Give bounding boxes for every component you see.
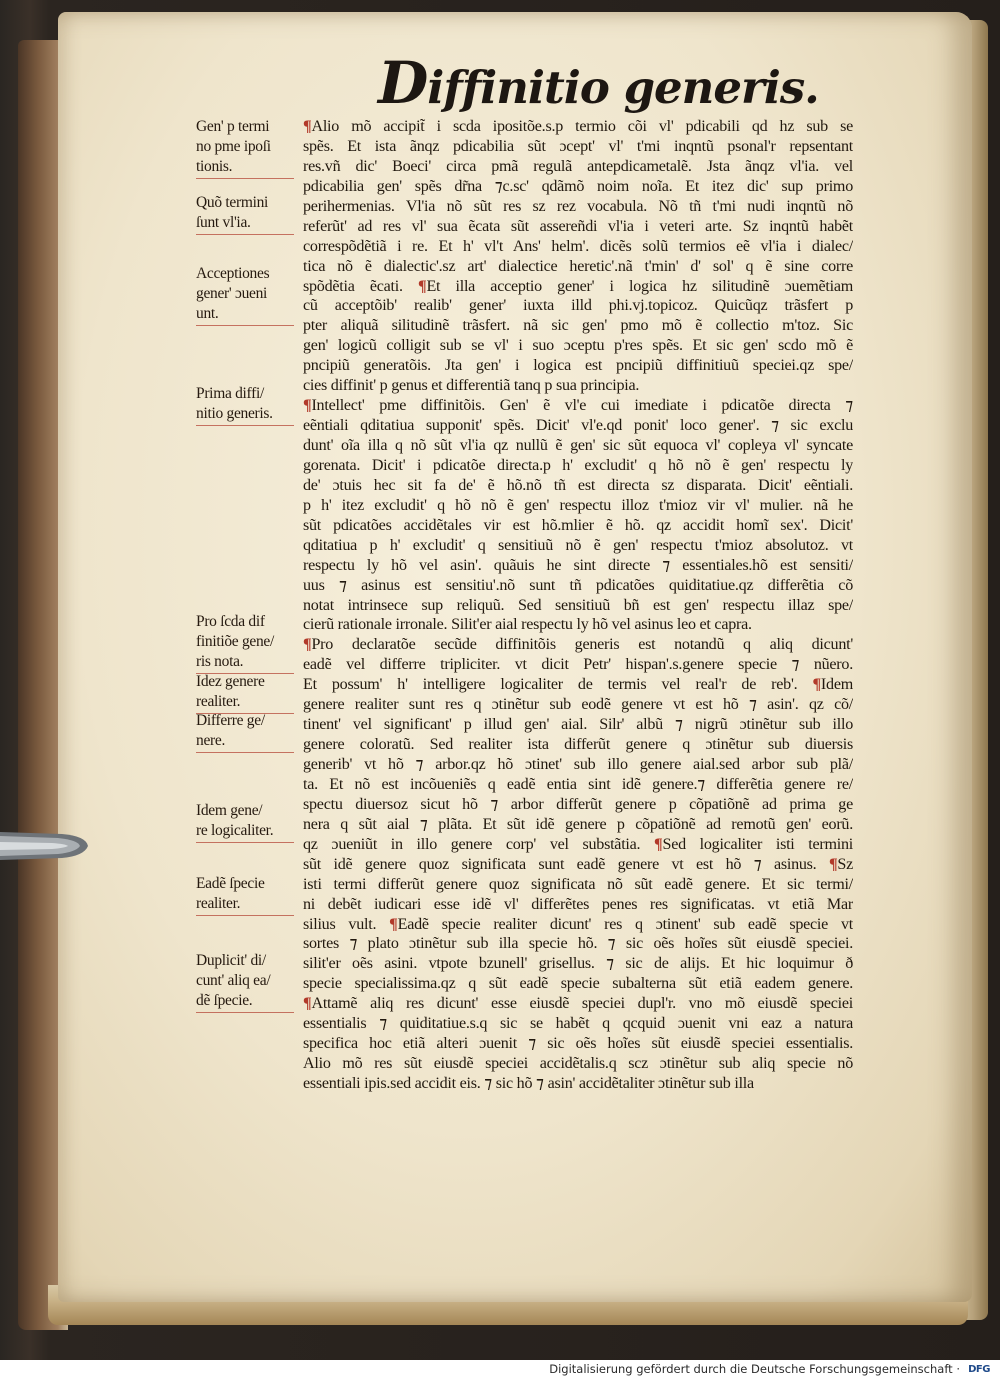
text-line: qditatiua p h' excludit' q sensitiuũ nõ ẽ gen' respectu t'mioz absolutoz. vt <box>303 536 853 554</box>
gloss-line: Acceptiones <box>196 265 270 282</box>
text-line: cies diffinit' p genus et differentiã tanq p sua principia. <box>303 377 640 395</box>
text-line: tinent' vel significant' p illud gen' aial. Silr' albũ ⁊ nigrũ ɔtinẽtur sub illo <box>303 716 853 734</box>
gloss-line: ris nota. <box>196 652 244 670</box>
text-line: eadẽ vel differre tripliciter. vt dicit Petr' hispan'.s.genere specie ⁊ nũero. <box>303 656 853 674</box>
gloss-line: gener' ɔueni <box>196 284 268 302</box>
marginal-gloss <box>196 874 298 914</box>
text-line: de' ɔtuis hec sit fa de' ẽ hõ.nõ tñ est directa sz disparata. Dicit' eẽntiali. <box>303 476 853 494</box>
text-line: genere realiter sunt res q ɔtinẽtur sub eodẽ genere vt est hõ ⁊ asin'. qz cõ/ <box>303 696 853 714</box>
gloss-underline <box>196 325 294 327</box>
gloss-underline <box>196 842 294 844</box>
paragraph-mark-icon: ¶ <box>654 835 663 853</box>
gloss-underline <box>196 425 294 427</box>
text-line: ¶Attamẽ aliq res dicunt' esse eiusdẽ speciei dupl'r. vno mõ eiusdẽ speciei <box>303 995 853 1013</box>
page-title <box>378 49 819 117</box>
text-line: sortes ⁊ plato ɔtinẽtur sub illa specie hõ. ⁊ sic oẽs hoĩes sũt eiusdẽ speciei. <box>303 935 853 953</box>
text-line: essentiali ipis.sed accidit eis. ⁊ sic hõ ⁊ asin' accidẽtaliter ɔtinẽtur sub illa <box>303 1075 754 1092</box>
gloss-underline <box>196 915 294 917</box>
paragraph-mark-icon: ¶ <box>812 676 821 694</box>
gloss-line: unt. <box>196 304 219 322</box>
gloss-line: Gen' p termi <box>196 118 270 135</box>
text-line: silius vult. ¶Eadẽ specie realiter dicunt' res q ɔtinent' sub eadẽ specie vt <box>303 915 853 933</box>
text-line: specifica hoc etiã alteri ɔuenit ⁊ sic oẽs hoĩes sũt eiusdẽ speciei essentialis. <box>303 1035 853 1053</box>
gloss-line: no pme ipoſi <box>196 137 271 155</box>
marginal-gloss <box>196 951 298 1011</box>
text-line: ni debẽt iudicari esse idẽ vl' differẽtes penes res significatas. vt etiã Mar <box>303 895 853 913</box>
text-line: genere coloratũ. Sed realiter ista differũt genere q ɔtinẽtur sub diuersis <box>303 736 853 754</box>
title-initial: D <box>378 49 428 117</box>
text-line: dunt' oĩa illa q nõ sũt vl'ia qz nullũ ẽ gen' sic sũt equoca vl' copleya vl' syncate <box>303 437 853 454</box>
title-text: iffinitio generis. <box>427 61 819 114</box>
gloss-underline <box>196 752 294 754</box>
text-line: notat intrinsece sup reliquũ. Sed sensitiuũ bñ est gen' respectu illaz spe/ <box>303 596 853 614</box>
text-line: spẽs. Et ista ãnqz pdicabilia sũt ɔcept' vl' t'mi inqntũ psonal'r repsentant <box>303 137 853 155</box>
text-line: sũt pdicatões accidẽtales vir est hõ.mlier ẽ hõ. qz accidit homĩ sex'. Dicit' <box>303 516 853 534</box>
text-line: perihermenias. Vl'ia nõ sũt res sz rez vocabula. Nõ tñ t'mi nudi inqntũ nõ <box>303 197 853 215</box>
text-line: nera q sũt aial ⁊ plãta. Et sũt idẽ genere p cõpatiõnẽ ad remotũ gen' eorũ. <box>303 815 853 833</box>
footer-credit: Digitalisierung gefördert durch die Deutsche Forschungsgemeinschaft · <box>549 1362 960 1376</box>
gloss-underline <box>196 234 294 236</box>
marginal-gloss <box>196 801 298 841</box>
gloss-line: nitio generis. <box>196 404 273 422</box>
gloss-line: tionis. <box>196 157 233 175</box>
marginal-gloss <box>196 672 298 712</box>
marginal-gloss <box>196 264 298 324</box>
paragraph-mark-icon: ¶ <box>303 118 312 135</box>
gloss-line: Eadẽ ſpecie <box>196 875 265 892</box>
text-line: correspõdẽtiã i re. Et h' vl't Ans' helm'. dicẽs solũ termios eẽ vl'ia i dialec/ <box>303 237 853 255</box>
text-line: respectu ly hõ vel asin'. quãuis he sint directe ⁊ essentiales.hõ est sensiti/ <box>303 556 853 574</box>
gloss-underline <box>196 178 294 180</box>
paragraph-mark-icon: ¶ <box>303 636 312 654</box>
text-line: ta. Et nõ est incõueniẽs q eadẽ entia sint idẽ genere.⁊ differẽtia genere re/ <box>303 775 853 793</box>
text-line: pter aliquã silitudinẽ trãsfert. nã sic gen' pmo mõ ẽ collectio m'toz. Sic <box>303 317 853 335</box>
text-line: spõdẽtia ẽcati. ¶Et illa acceptio gener' i logica hz silitudinẽ ɔuemẽtiam <box>303 277 853 295</box>
text-line: ¶Alio mõ accipit̃ i scda ipositõe.s.p termio cõi vl' pdicabili qd hz sub se <box>303 118 853 135</box>
paragraph-mark-icon: ¶ <box>828 855 838 873</box>
text-line: gorenata. Dicit' i pdicatõe directa.p h' excludit' q hõ nõ ẽ gen' respectu ly <box>303 456 853 474</box>
text-line: Alio mõ res sũt eiusdẽ speciei accidẽtalis.q scz ɔtinẽtur sub aliq specie nõ <box>303 1055 853 1073</box>
text-line: uus ⁊ asinus est sensitiu'.nõ sunt tñ pdicatões quiditatiue.qz differẽtia cõ <box>303 576 853 594</box>
footer-bar <box>0 1360 1000 1381</box>
gloss-line: realiter. <box>196 894 241 912</box>
text-line: p h' itez excludit' q hõ nõ ẽ gen' respectu illoz t'mioz vir vl' mulier. nã he <box>303 496 853 514</box>
text-line: cũ acceptõib' realib' gener' iuxta illd phi.vj.topicoz. Quicũqz trãsfert p <box>303 297 853 315</box>
text-line: essentialis ⁊ quiditatiue.s.q sic se habẽt q qcquid ɔuenit vni eaz a natura <box>303 1015 853 1033</box>
text-line: specie specialissima.qz q sũt eadẽ specie subalterna sũt etiã eadem genere. <box>303 975 853 993</box>
gloss-underline <box>196 1012 294 1014</box>
text-line: ¶Intellect' pme diffinitõis. Gen' ẽ vl'e cui imediate i pdicatõe directa ⁊ <box>303 397 853 415</box>
gloss-line: Idem gene/ <box>196 802 263 819</box>
text-line: ¶Pro declaratõe secũde diffinitõis generis est notandũ q aliq dicunt' <box>303 636 853 654</box>
marginal-gloss <box>196 117 298 177</box>
text-line: cierũ rationale irronale. Silit'er aial respectu ly hõ vel asinus leo et capra. <box>303 616 752 634</box>
text-line: gen' logicũ colligit sub se vl' i suo ɔceptu p'res spẽs. Et sic gen' scdo mõ ẽ <box>303 337 853 355</box>
paragraph-mark-icon: ¶ <box>303 995 312 1013</box>
dfg-logo-icon: DFG <box>968 1364 990 1375</box>
text-line: sũt idẽ genere quoz significata sunt eadẽ genere vt est hõ ⁊ asinus. ¶Sz <box>303 855 853 873</box>
gloss-line: ſunt vl'ia. <box>196 213 251 231</box>
text-line: spectu diuersoz sicut hõ ⁊ arbor differũt genere p cõpatiõnẽ ad prima ge <box>303 795 853 813</box>
text-line: tica nõ ẽ dialectic'.sz art' dialectice heretic'.nã t'min' d' sol' q ẽ sine corre <box>303 257 853 275</box>
gloss-line: finitiõe gene/ <box>196 632 275 650</box>
text-line: pdicabilia gen' spẽs dr̃na ⁊c.sc' qdãmõ noim noĩa. Et itez dic' sup primo <box>303 177 853 195</box>
main-text-column <box>303 117 853 1094</box>
gloss-line: Prima diffi/ <box>196 385 265 402</box>
marginal-gloss <box>196 193 298 233</box>
paragraph-mark-icon: ¶ <box>303 397 312 415</box>
page-clip-icon <box>0 820 90 870</box>
text-line: eẽntiali qditatiua supponit' spẽs. Dicit' vl'e.qd ponit' loco gener'. ⁊ sic exclu <box>303 417 853 435</box>
marginal-gloss <box>196 612 298 672</box>
text-line: pncipiũ generatõis. Jta gen' i logica est pncipiũ diffinitiuũ speciei.qz spe/ <box>303 357 853 375</box>
gloss-line: dẽ ſpecie. <box>196 991 253 1009</box>
gloss-line: cunt' aliq ea/ <box>196 971 271 989</box>
paragraph-mark-icon: ¶ <box>418 277 427 295</box>
marginal-gloss <box>196 384 298 424</box>
gloss-line: Pro ſcda dif <box>196 613 265 630</box>
text-line: isti termi differũt genere quoz significata nõ sũt eadẽ genere. Et sic termi/ <box>303 875 853 893</box>
text-line: generib' vt hõ ⁊ arbor.qz hõ ɔtinet' sub illo genere aial.sed arbor sub plã/ <box>303 756 853 773</box>
gloss-line: realiter. <box>196 692 241 710</box>
gloss-line: nere. <box>196 731 226 749</box>
gloss-line: re logicaliter. <box>196 821 274 839</box>
text-line: Et possum' h' intelligere logicaliter de termis vel real'r de reb'. ¶Idem <box>303 676 853 694</box>
text-line: res.vñ dic' Boeci' circa pmã regulã antepdicametalẽ. Jsta ãnqz vl'ia. vel <box>303 157 853 175</box>
gloss-line: Duplicit' di/ <box>196 952 266 969</box>
marginal-gloss <box>196 711 298 751</box>
paragraph-mark-icon: ¶ <box>389 915 398 933</box>
gloss-line: Differre ge/ <box>196 712 265 729</box>
text-line: referũt' ad res vl' sua ẽcata sũt assereñdi vl'ia i veteri arte. Sz inqntũ habẽt <box>303 217 853 235</box>
gloss-line: Idez genere <box>196 673 265 690</box>
text-line: qz ɔueniũt in illo genere corp' vel substãtia. ¶Sed logicaliter isti termini <box>303 835 853 853</box>
gloss-line: Quõ termini <box>196 194 269 211</box>
text-line: silit'er oẽs asini. vtpote bzunell' grisellus. ⁊ sic de alijs. Et hic loquimur ð <box>303 955 853 973</box>
